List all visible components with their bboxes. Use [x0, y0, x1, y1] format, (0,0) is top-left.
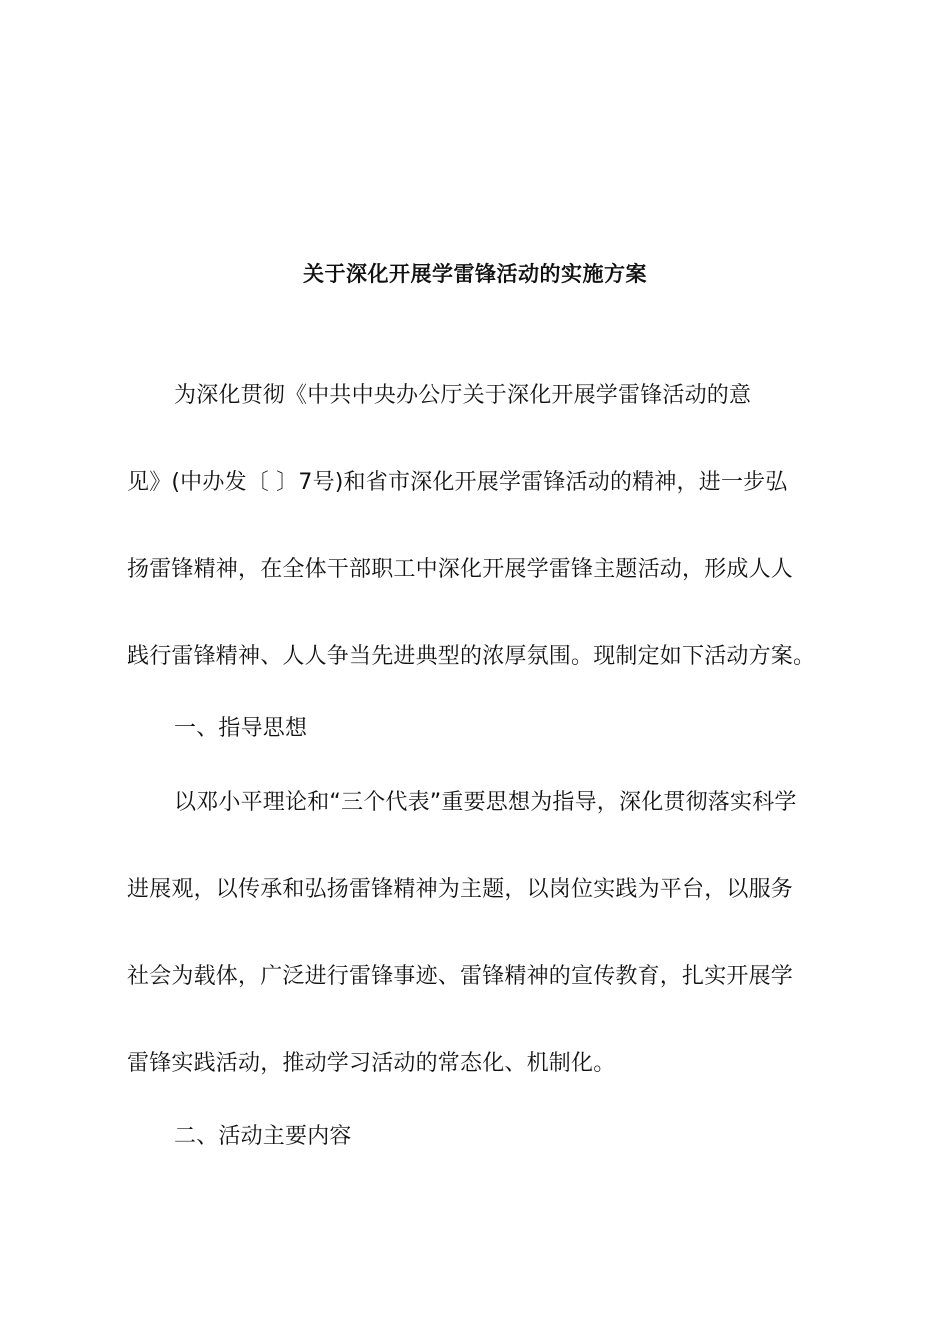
section-heading: 二、活动主要内容 — [174, 1124, 352, 1149]
paragraph-line: 社会为载体，广泛进行雷锋事迹、雷锋精神的宣传教育，扎实开展学 — [127, 964, 794, 989]
paragraph-line: 为深化贯彻《中共中央办公厅关于深化开展学雷锋活动的意 — [174, 383, 752, 408]
document-title: 关于深化开展学雷锋活动的实施方案 — [303, 262, 647, 286]
paragraph-line: 扬雷锋精神，在全体干部职工中深化开展学雷锋主题活动，形成人人 — [127, 557, 794, 582]
paragraph-line: 雷锋实践活动，推动学习活动的常态化、机制化。 — [127, 1051, 616, 1076]
paragraph-line: 见》(中办发〔 〕7号)和省市深化开展学雷锋活动的精神，进一步弘 — [127, 470, 788, 495]
section-heading: 一、指导思想 — [174, 716, 308, 741]
paragraph-line: 践行雷锋精神、人人争当先进典型的浓厚氛围。现制定如下活动方案。 — [127, 644, 816, 669]
paragraph-line: 进展观，以传承和弘扬雷锋精神为主题，以岗位实践为平台，以服务 — [127, 877, 794, 902]
paragraph-line: 以邓小平理论和“三个代表”重要思想为指导，深化贯彻落实科学 — [174, 790, 797, 815]
